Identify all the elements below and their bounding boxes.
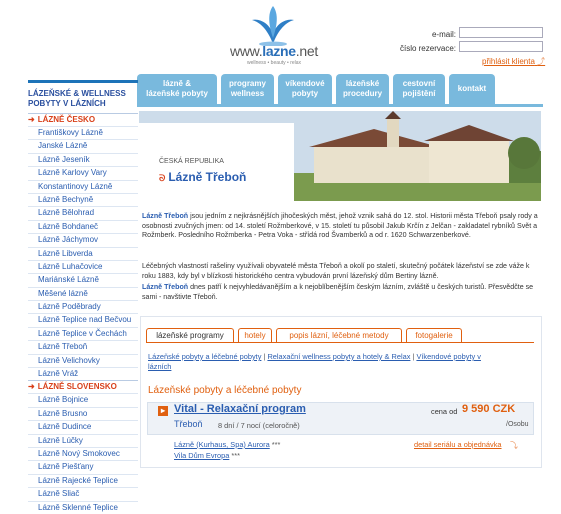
category-links: Lázeňské pobyty a léčebné pobyty | Relaxační wellness pobyty a hotely & Relax | Víkendové pobyty v lázních <box>148 352 481 372</box>
sidebar-item[interactable]: Konstantinovy Lázně <box>28 180 138 193</box>
offer-duration: 8 dní / 7 nocí (celoročně) <box>218 421 300 430</box>
sidebar-item[interactable]: Lázně Bělohrad <box>28 206 138 219</box>
tab-insurance[interactable]: cestovní pojištění <box>393 74 445 104</box>
sidebar-section-czech[interactable]: ➜ LÁZNĚ ČESKO <box>28 113 138 126</box>
sidebar-item[interactable]: Lázně Libverda <box>28 247 138 260</box>
tab-hotels[interactable]: hotely <box>238 328 272 342</box>
section-title: Lázeňské pobyty a léčebné pobyty <box>148 385 302 396</box>
arrow-down-icon: ⤵ <box>510 441 518 450</box>
sidebar-item[interactable]: Lázně Bechyně <box>28 193 138 206</box>
sidebar-item[interactable]: Lázně Piešťany <box>28 460 138 473</box>
arrow-icon: ➜ <box>28 115 35 124</box>
sidebar-item[interactable]: Lázně Teplice v Čechách <box>28 327 138 340</box>
reservation-field[interactable] <box>459 41 543 52</box>
sidebar-item[interactable]: Lázně Jáchymov <box>28 233 138 246</box>
sidebar-item[interactable]: Lázně Třeboň <box>28 340 138 353</box>
detail-order-link[interactable]: detail seriálu a objednávka <box>414 440 502 449</box>
sidebar-item[interactable]: Lázně Velichovky <box>28 354 138 367</box>
offer-price-unit: /Osobu <box>506 421 529 428</box>
banner-title: ᘐ Lázně Třeboň <box>159 170 247 184</box>
offer-price-label: cena od <box>431 407 458 416</box>
sidebar-item[interactable]: Lázně Dudince <box>28 420 138 433</box>
banner-image <box>139 111 541 201</box>
fountain-logo-icon <box>250 4 296 46</box>
sidebar-item[interactable]: Janské Lázně <box>28 139 138 152</box>
sidebar-item[interactable]: Lázně Bohdaneč <box>28 220 138 233</box>
link-weekend[interactable]: Víkendové pobyty v <box>416 352 481 361</box>
sidebar-item[interactable]: Františkovy Lázně <box>28 126 138 139</box>
offer-place: Třeboň <box>174 419 203 429</box>
hotel-link[interactable]: Vila Dům Evropa *** <box>174 451 241 460</box>
login-link[interactable] <box>482 56 545 67</box>
brand-name: www.lazne.net <box>230 43 318 59</box>
offer-arrow-icon: ▸ <box>158 406 168 416</box>
tab-wellness[interactable]: programy wellness <box>221 74 274 104</box>
sidebar-item[interactable]: Lázně Jeseník <box>28 153 138 166</box>
offer-price: 9 590 CZK <box>462 403 516 415</box>
tab-programs[interactable]: lázeňské programy <box>146 328 234 342</box>
sidebar-section-slovakia[interactable]: ➜ LÁZNĚ SLOVENSKO <box>28 380 138 393</box>
sidebar-item[interactable]: Lázně Nový Smokovec <box>28 447 138 460</box>
sidebar-item[interactable]: Lázně Teplice nad Bečvou <box>28 313 138 326</box>
arrow-up-icon: ⤴ <box>537 57 546 66</box>
sidebar-item[interactable]: Lázně Rajecké Teplice <box>28 474 138 487</box>
hotel-link[interactable]: Lázně (Kurhaus, Spa) Aurora *** <box>174 440 281 449</box>
tabs-underline <box>137 104 543 107</box>
sidebar <box>28 80 138 514</box>
sidebar-item[interactable]: Lázně Bojnice <box>28 393 138 406</box>
sidebar-item[interactable]: Lázně Poděbrady <box>28 300 138 313</box>
intro-paragraph-2: Léčebných vlastností rašeliny využívali obyvatelé města Třeboň a okolí po staletí, skutečný počátek lázeňství se zde váže k roku 1883, kdy byl v blízkosti historického centra vybudován první lázeňský dům Bertiny lázně. <box>142 262 530 280</box>
link-weekend-cont[interactable]: lázních <box>148 362 172 372</box>
tab-gallery[interactable]: fotogalerie <box>406 328 462 342</box>
sidebar-item[interactable]: Lázně Vráž <box>28 367 138 380</box>
lazne-logo-icon: ᘐ <box>159 173 166 183</box>
intro-paragraph-1: Lázně Třeboň jsou jedním z nejkrásnějších jihočeských měst, jehož vznik sahá do 12. stol. Historii města Třeboň psaly rody a osobnosti zvučných jmen: od 14. století Rožmberkové, v 15. století tu působil Jakub Krčín z Jelčan - zakladatel rybníků Svět a Rožmberk. Posledního Rožmberka - Petra Voka - střídá rod Švamberků a od r. 1620 Schwarzenberkové. <box>142 212 538 240</box>
sidebar-item[interactable]: Lázně Karlovy Vary <box>28 166 138 179</box>
sidebar-item[interactable]: Lázně Lúčky <box>28 434 138 447</box>
banner-country: ČESKÁ REPUBLIKA <box>159 158 224 165</box>
email-field[interactable] <box>459 27 543 38</box>
sidebar-item[interactable]: Lázně Sklenné Teplice <box>28 501 138 514</box>
tab-spa-stays[interactable]: lázně & lázeňské pobyty <box>137 74 217 104</box>
sidebar-item[interactable]: Lázně Sliač <box>28 487 138 500</box>
tab-procedures[interactable]: lázeňské procedury <box>336 74 389 104</box>
sidebar-item[interactable]: Lázně Brusno <box>28 407 138 420</box>
sidebar-item[interactable]: Měšené lázně <box>28 287 138 300</box>
link-relax[interactable]: Relaxační wellness pobyty a hotely & Relax <box>267 352 411 361</box>
brand-tagline: wellness • beauty • relax <box>246 60 302 66</box>
reservation-label: číslo rezervace: <box>399 44 456 53</box>
sidebar-heading: LÁZEŇSKÉ & WELLNESS POBYTY V LÁZNÍCH <box>28 80 138 113</box>
link-spa-stays[interactable]: Lázeňské pobyty a léčebné pobyty <box>148 352 262 361</box>
tab-weekend[interactable]: víkendové pobyty <box>278 74 332 104</box>
sidebar-item[interactable]: Lázně Luhačovice <box>28 260 138 273</box>
site-logo[interactable] <box>228 4 320 68</box>
tab-description[interactable]: popis lázní, léčebné metody <box>276 328 402 342</box>
login-link-label: přihlásit klienta <box>482 57 535 66</box>
intro-paragraph-3: Lázně Třeboň dnes patří k nejvyhledávanějším a k nejoblíbenějším českým lázním, zvláště u českých turistů. Přesvědčte se sami - navštivte Třeboň. <box>142 283 534 301</box>
content-tabs-underline <box>146 342 534 343</box>
sidebar-item[interactable]: Mariánské Lázně <box>28 273 138 286</box>
offer-name-link[interactable]: Vital - Relaxační program <box>174 403 306 415</box>
tab-contact[interactable]: kontakt <box>449 74 495 104</box>
email-label: e-mail: <box>431 30 456 39</box>
arrow-icon: ➜ <box>28 382 35 392</box>
